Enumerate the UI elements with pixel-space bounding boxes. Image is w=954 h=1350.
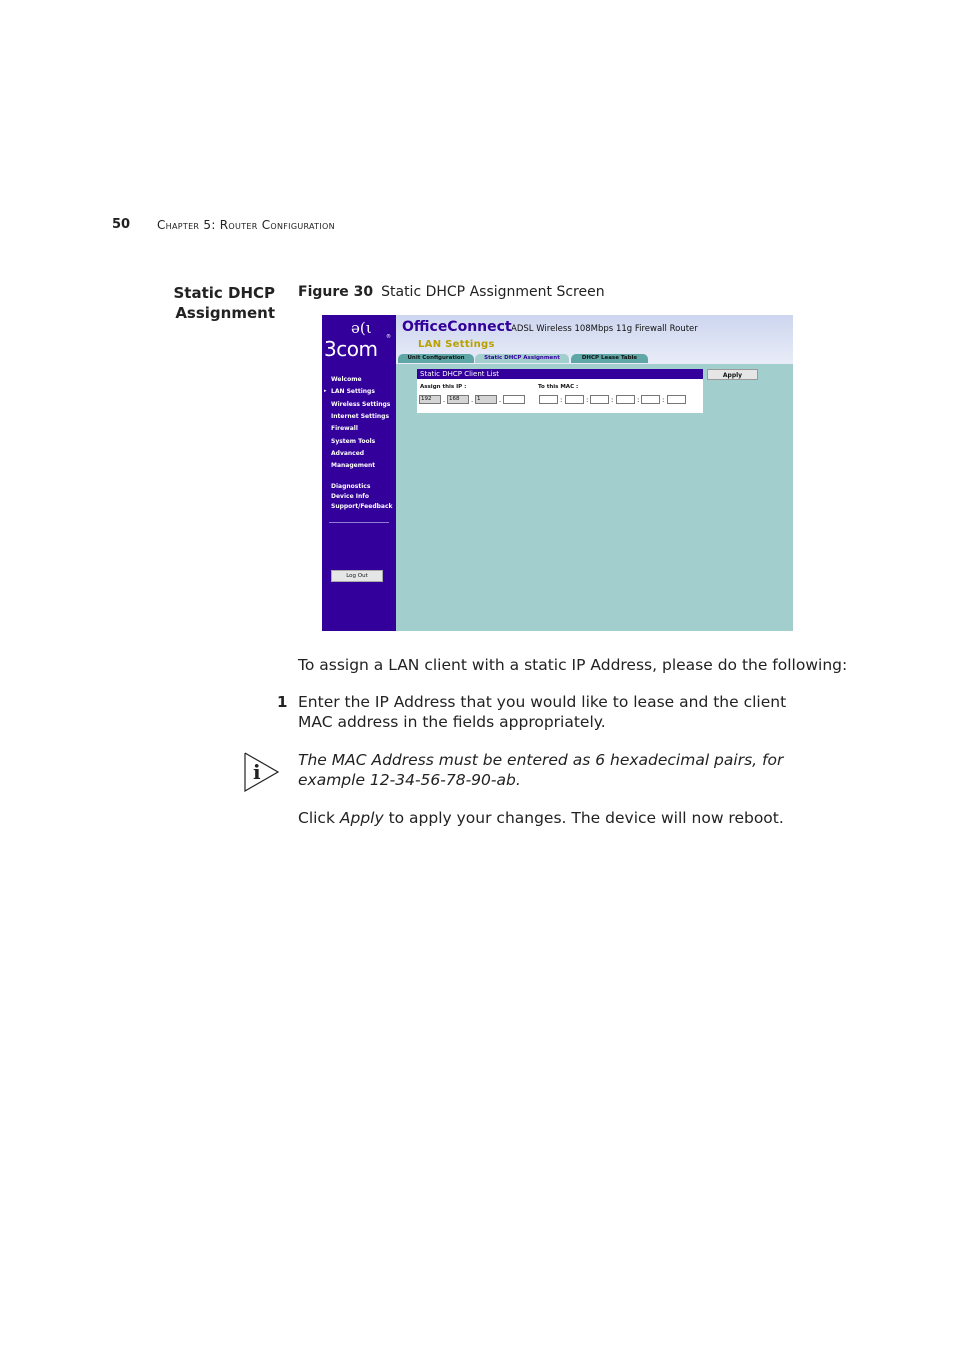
mac-colon: : <box>586 396 589 404</box>
tab-unit-configuration[interactable]: Unit Configuration <box>398 354 474 363</box>
figure-caption-text: Static DHCP Assignment Screen <box>381 284 605 300</box>
nav-diagnostics[interactable]: Diagnostics <box>331 483 371 490</box>
chapter-title: Chapter 5: Router Configuration <box>157 218 335 232</box>
router-sidebar <box>322 364 396 631</box>
nav-firewall[interactable]: Firewall <box>331 425 358 432</box>
nav-internet-settings[interactable]: Internet Settings <box>331 413 390 420</box>
mac-colon: : <box>637 396 640 404</box>
nav-welcome[interactable]: Welcome <box>331 376 362 383</box>
page-number: 50 <box>112 217 131 232</box>
nav-management[interactable]: Management <box>331 462 376 469</box>
nav-lan-settings[interactable]: LAN Settings <box>331 388 375 395</box>
mac-pair-3[interactable] <box>590 395 609 404</box>
nav-wireless-settings[interactable]: Wireless Settings <box>331 401 391 408</box>
product-name: ADSL Wireless 108Mbps 11g Firewall Router <box>511 324 698 334</box>
intro-paragraph: To assign a LAN client with a static IP Address, please do the following: <box>298 656 848 674</box>
panel-title: Static DHCP Client List <box>417 369 703 379</box>
tab-dhcp-lease-table[interactable]: DHCP Lease Table <box>571 354 648 363</box>
mac-colon: : <box>662 396 665 404</box>
static-dhcp-panel <box>417 369 703 413</box>
ip-dot: . <box>471 396 474 404</box>
brand-name: OfficeConnect <box>402 319 512 335</box>
router-section-title: LAN Settings <box>418 339 495 350</box>
step-number: 1 <box>277 693 288 711</box>
nav-arrow-icon: ▸ <box>324 388 327 394</box>
mac-pair-5[interactable] <box>641 395 660 404</box>
3com-logo <box>322 315 396 364</box>
apply-button[interactable]: Apply <box>707 369 758 380</box>
assign-ip-label: Assign this IP : <box>420 384 467 390</box>
click-apply-paragraph <box>298 808 784 828</box>
nav-support-feedback[interactable]: Support/Feedback <box>331 503 393 510</box>
mac-colon: : <box>611 396 614 404</box>
section-heading-line2: Assignment <box>175 304 275 322</box>
click-suffix: to apply your changes. The device will now reboot. <box>383 809 784 827</box>
nav-advanced[interactable]: Advanced <box>331 450 365 457</box>
figure-caption <box>298 284 605 300</box>
nav-system-tools[interactable]: System Tools <box>331 438 376 445</box>
figure-label: Figure 30 <box>298 284 374 300</box>
logo-text: 3com <box>324 337 378 361</box>
svg-text:i: i <box>253 760 261 784</box>
ip-octet-2[interactable]: 168 <box>447 395 469 404</box>
mac-pair-4[interactable] <box>616 395 635 404</box>
mac-pair-1[interactable] <box>539 395 558 404</box>
mac-pair-2[interactable] <box>565 395 584 404</box>
info-note-icon <box>244 752 280 792</box>
ip-octet-3[interactable]: 1 <box>475 395 497 404</box>
ip-dot: . <box>443 396 446 404</box>
ip-octet-4[interactable] <box>503 395 525 404</box>
router-screenshot <box>322 315 793 631</box>
step-text: Enter the IP Address that you would like to lease and the client MAC address in the fields appropriately. <box>298 693 787 731</box>
note-text: The MAC Address must be entered as 6 hexadecimal pairs, for example 12-34-56-78-90-ab. <box>298 751 784 789</box>
logout-button[interactable]: Log Out <box>331 570 383 582</box>
logo-swirl: ə(ι <box>351 319 372 337</box>
mac-label: To this MAC : <box>538 384 579 390</box>
mac-pair-6[interactable] <box>667 395 686 404</box>
click-prefix: Click <box>298 809 340 827</box>
click-apply-word: Apply <box>339 809 384 827</box>
nav-divider <box>329 522 389 523</box>
registered-mark-icon: ® <box>386 334 391 340</box>
nav-device-info[interactable]: Device Info <box>331 493 369 500</box>
tab-static-dhcp-assignment[interactable]: Static DHCP Assignment <box>475 354 569 363</box>
section-heading <box>160 283 275 323</box>
mac-colon: : <box>560 396 563 404</box>
ip-dot: . <box>499 396 502 404</box>
ip-octet-1[interactable]: 192 <box>419 395 441 404</box>
section-heading-line1: Static DHCP <box>173 284 275 302</box>
